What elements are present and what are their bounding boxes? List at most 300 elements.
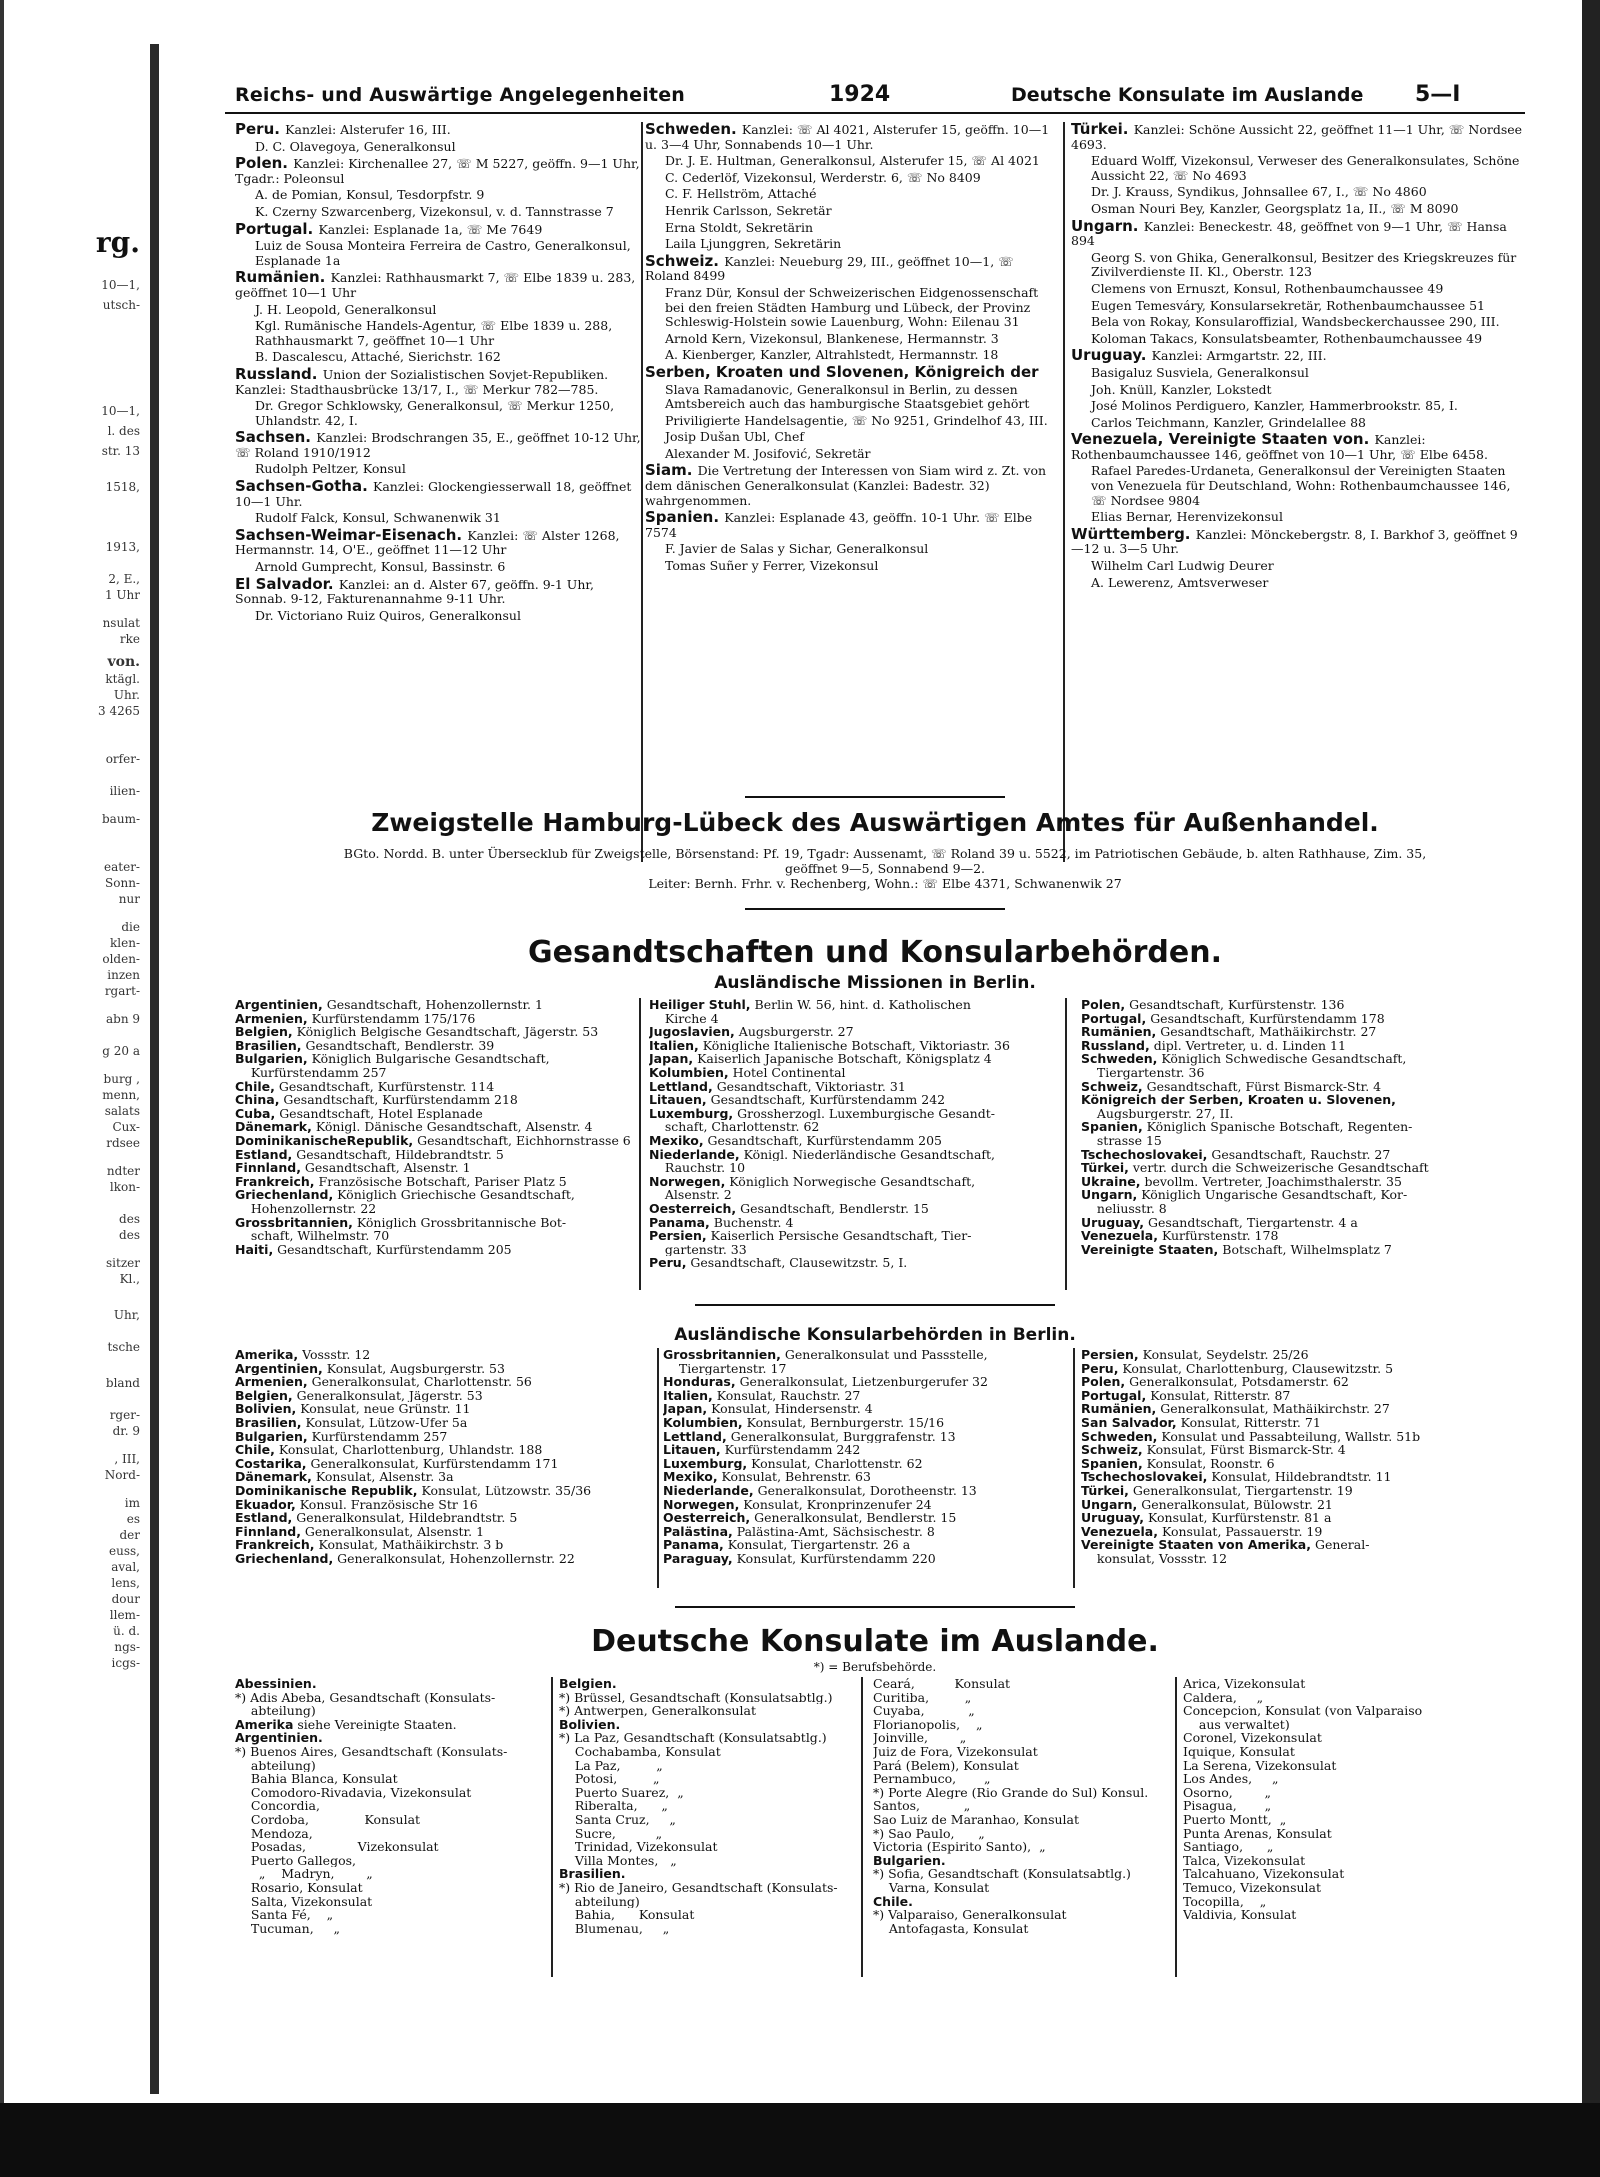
list-item [663, 1511, 1063, 1525]
left-page-text-fragment: salats [104, 1104, 140, 1118]
list-item [1081, 1243, 1525, 1257]
list-item-name: Amerika [235, 1717, 294, 1732]
left-page-text-fragment: menn, [102, 1088, 140, 1102]
list-item-address: Curitiba, „ [873, 1690, 972, 1705]
country-heading: Sachsen. [235, 428, 317, 447]
consulate-person [235, 399, 645, 428]
consulate-person [1071, 185, 1523, 200]
list-item-name: Polen, [1081, 998, 1126, 1012]
list-item-address: Konsulat, Charlottenburg, Uhlandstr. 188 [274, 1443, 543, 1457]
left-page-text-fragment: str. 13 [101, 444, 140, 458]
list-item [559, 1677, 849, 1691]
list-item [235, 1066, 633, 1080]
entry-text: Koloman Takacs, Konsulatsbeamter, Rothenbaumchaussee 49 [1091, 330, 1483, 346]
column-rule [1073, 1348, 1075, 1588]
list-item-name: Chile. [873, 1894, 913, 1909]
entry-text: Kanzlei: Esplanade 1a, ☏ Me 7649 [318, 221, 543, 237]
list-item [1081, 1093, 1525, 1107]
consulate-entry [645, 510, 1053, 540]
list-item-address: Konsulat, Lützowstr. 35/36 [417, 1483, 592, 1498]
left-page-text-fragment: klen- [110, 936, 140, 950]
list-item [873, 1881, 1173, 1895]
left-page-text-fragment: die [121, 920, 140, 934]
left-page-text-fragment: rke [119, 632, 140, 646]
consulate-column-2 [645, 122, 1053, 576]
entry-text: Josip Dušan Ubl, Chef [665, 429, 805, 445]
list-item-address: Juiz de Fora, Vizekonsulat [873, 1744, 1038, 1759]
list-item-address: Santa Cruz, „ [559, 1812, 676, 1827]
consulate-entry [235, 122, 645, 138]
list-item-address: Hohenzollernstr. 22 [235, 1201, 377, 1216]
list-item-name: Lettland, [649, 1079, 713, 1094]
list-item [235, 1025, 633, 1039]
list-item-address: gartenstr. 33 [649, 1242, 747, 1257]
list-item-address: *) Buenos Aires, Gesandtschaft (Konsulats- [235, 1744, 508, 1759]
consulate-person [645, 154, 1053, 169]
country-heading: Venezuela, Vereinigte Staaten von. [1071, 430, 1375, 449]
list-item [235, 1922, 555, 1936]
list-item-address: abteilung) [235, 1758, 316, 1773]
list-item-address: Tocopilla, „ [1183, 1894, 1267, 1909]
left-page-text-fragment: , III, [114, 1452, 140, 1466]
list-item-name: Palästina, [663, 1524, 733, 1539]
list-item-address: Gesandtschaft, Hohenzollernstr. 1 [322, 998, 543, 1012]
list-item-address: Pará (Belem), Konsulat [873, 1758, 1019, 1773]
list-item-address: Königlich Norwegische Gesandtschaft, [725, 1174, 976, 1189]
list-item [559, 1827, 849, 1841]
entry-text: Arnold Kern, Vizekonsul, Blankenese, Hermannstr. 3 [665, 330, 999, 346]
list-item-name: Kolumbien, [649, 1065, 729, 1080]
entry-text: Eugen Temesváry, Konsularsekretär, Rothenbaumchaussee 51 [1091, 297, 1485, 313]
list-item-name: Norwegen, [663, 1497, 740, 1512]
list-item-name: Jugoslavien, [649, 1025, 735, 1039]
list-item [873, 1840, 1173, 1854]
left-page-text-fragment: sitzer [106, 1256, 140, 1270]
list-item-name: Armenien, [235, 1011, 308, 1026]
left-page-text-fragment: Nord- [104, 1468, 140, 1482]
list-item-address: Konsulat, Charlottenburg, Clausewitzstr. 5 [1118, 1361, 1394, 1376]
list-item-name: Belgien, [235, 1025, 293, 1039]
consulate-person [645, 187, 1053, 202]
list-item-address: Valdivia, Konsulat [1183, 1908, 1297, 1922]
consulate-entry [235, 219, 645, 238]
list-item [1081, 1375, 1525, 1389]
list-item-name: Chile, [235, 1443, 275, 1457]
consulate-person [1071, 576, 1523, 591]
list-item-name: Finnland, [235, 1524, 301, 1539]
entry-text: Rudolph Peltzer, Konsul [255, 461, 406, 477]
left-page-text-fragment: l. des [107, 424, 140, 438]
list-item-name: Frankreich, [235, 1174, 315, 1189]
left-page-text-fragment: nsulat [102, 616, 140, 630]
list-item-address: Grossherzogl. Luxemburgische Gesandt- [733, 1106, 995, 1121]
list-item [235, 1484, 655, 1498]
list-item-address: Buchenstr. 4 [709, 1215, 794, 1230]
list-item [1081, 1025, 1525, 1039]
list-item-address: Konsulat, Behrenstr. 63 [717, 1470, 871, 1484]
entry-text: Kanzlei: Esplanade 43, geöffn. 10-1 Uhr. ☏ Elbe 7574 [645, 510, 1033, 540]
country-heading: Rumänien. [235, 268, 331, 287]
list-item [873, 1718, 1173, 1732]
list-item-address: Konsulat, Seydelstr. 25/26 [1138, 1348, 1309, 1362]
country-heading: Sachsen-Gotha. [235, 477, 374, 496]
consulate-person [645, 286, 1053, 330]
entry-text: Union der Sozialistischen Sovjet-Republiken. Kanzlei: Stadthausbrücke 13/17, I., ☏ Merkur 782—785. [235, 366, 609, 397]
header-year: 1924 [829, 82, 891, 107]
list-item [1081, 998, 1525, 1012]
list-item-address: Kurfürstendamm 175/176 [307, 1011, 476, 1026]
list-item-address: Konsulat, Kurfürstenstr. 81 a [1144, 1511, 1332, 1525]
list-item [235, 1470, 655, 1484]
consulate-person [235, 350, 645, 365]
entry-text: K. Czerny Szwarcenberg, Vizekonsul, v. d. Tannstrasse 7 [255, 203, 614, 219]
list-item-address: „ Madryn, „ [235, 1867, 373, 1881]
consulate-person [1071, 202, 1523, 217]
list-item [1081, 1012, 1525, 1026]
consulate-entry [235, 156, 645, 186]
consulate-entry [235, 364, 645, 397]
list-item-address: Gesandtschaft, Kurfürstenstr. 136 [1125, 998, 1345, 1012]
list-item-name: Bolivien. [559, 1717, 621, 1732]
list-item-address: Sao Luiz de Maranhao, Konsulat [873, 1812, 1080, 1827]
consulate-person [235, 303, 645, 318]
list-item-address: Konsulat, Augsburgerstr. 53 [322, 1361, 505, 1376]
list-item-address: Königlich Spanische Botschaft, Regenten- [1142, 1120, 1413, 1134]
left-page-text-fragment: ndter [106, 1164, 140, 1178]
list-item-name: Argentinien. [235, 1731, 323, 1745]
list-item-name: Litauen, [649, 1093, 707, 1107]
entry-text: Kanzlei: Mönckebergstr. 8, I. Barkhof 3, geöffnet 9—12 u. 3—5 Uhr. [1071, 526, 1518, 557]
left-page-text-fragment: dour [111, 1592, 140, 1606]
header-right: Deutsche Konsulate im Auslande [1011, 84, 1364, 106]
list-item-address: Cochabamba, Konsulat [559, 1744, 721, 1759]
list-item-address: Generalkonsulat, Jägerstr. 53 [292, 1388, 483, 1403]
left-page-text-fragment: burg , [103, 1072, 140, 1086]
list-item [649, 1148, 1057, 1162]
list-item-address: Königlich Grossbritannische Bot- [352, 1215, 567, 1230]
list-item [235, 1362, 655, 1376]
consulate-person [1071, 154, 1523, 183]
list-item-address: Kaiserlich Japanische Botschaft, Königsplatz 4 [693, 1052, 992, 1066]
country-heading: Türkei. [1071, 120, 1134, 138]
list-item [559, 1786, 849, 1800]
entry-text: Elias Bernar, Herenvizekonsul [1091, 509, 1283, 525]
consulate-entry [645, 362, 1053, 381]
entry-text: A. de Pomian, Konsul, Tesdorpfstr. 9 [255, 187, 485, 203]
list-item-address: Französische Botschaft, Pariser Platz 5 [314, 1174, 567, 1189]
list-item [1081, 1389, 1525, 1403]
list-item [873, 1799, 1173, 1813]
list-item-address: Kirche 4 [649, 1011, 719, 1026]
list-item [235, 1052, 633, 1066]
list-item-name: Bulgarien, [235, 1429, 308, 1444]
list-item [649, 1134, 1057, 1148]
entry-text: Carlos Teichmann, Kanzler, Grindelallee 88 [1091, 414, 1366, 430]
left-page-text-fragment: llem- [109, 1608, 140, 1622]
list-item [649, 1161, 1057, 1175]
list-item [1183, 1704, 1523, 1718]
list-item [235, 1718, 555, 1732]
entry-text: A. Kienberger, Kanzler, Altrahlstedt, Hermannstr. 18 [665, 347, 999, 363]
list-item-address: Generalkonsulat, Charlottenstr. 56 [307, 1375, 532, 1389]
column-rule [1175, 1677, 1177, 1977]
consulate-entry [1071, 122, 1523, 152]
list-item-address: La Serena, Vizekonsulat [1183, 1758, 1337, 1773]
list-item [1081, 1430, 1525, 1444]
left-page-text-fragment: nur [118, 892, 140, 906]
list-item-address: Generalkonsulat, Hohenzollernstr. 22 [333, 1551, 575, 1566]
list-item [1081, 1470, 1525, 1484]
left-page-text-fragment: Uhr. [113, 688, 140, 702]
consulate-person [1071, 315, 1523, 330]
list-item-address: Konsul. Französische Str 16 [295, 1497, 478, 1512]
list-item-address: Sucre, „ [559, 1826, 663, 1841]
left-page-text-fragment: g 20 a [102, 1044, 140, 1058]
country-heading: Uruguay. [1071, 346, 1152, 365]
consulate-person [235, 560, 645, 575]
entry-text: Kanzlei: Schöne Aussicht 22, geöffnet 11—1 Uhr, ☏ Nordsee 4693. [1071, 122, 1523, 152]
list-item-name: Spanien, [1081, 1456, 1143, 1471]
list-item [1183, 1840, 1523, 1854]
list-item-address: Konsulat, Mathäikirchstr. 3 b [314, 1538, 504, 1552]
entry-text: Kanzlei: Rothenbaumchaussee 146, geöffnet von 10—1 Uhr, ☏ Elbe 6458. [1071, 432, 1488, 462]
list-item [1183, 1895, 1523, 1909]
entry-text: José Molinos Perdiguero, Kanzler, Hammerbrookstr. 85, I. [1091, 398, 1458, 414]
deutsche-konsulate-column-4 [1183, 1677, 1523, 1922]
entry-text: Bela von Rokay, Konsularoffizial, Wandsbeckerchaussee 290, III. [1091, 314, 1500, 330]
list-item-address: *) Sofia, Gesandtschaft (Konsulatsabtlg.) [873, 1867, 1131, 1881]
list-item-address: Generalkonsulat, Lietzenburgerufer 32 [735, 1375, 988, 1389]
consulate-person [645, 542, 1053, 557]
list-item-name: Italien, [649, 1038, 699, 1053]
list-item [559, 1691, 849, 1705]
list-item [649, 1039, 1057, 1053]
list-item [663, 1362, 1063, 1376]
list-item [559, 1854, 849, 1868]
left-page-text-fragment: es [126, 1512, 140, 1526]
konsular-column-3 [1081, 1348, 1525, 1566]
entry-text: Kanzlei: ☏ Alster 1268, Hermannstr. 14, O'E., geöffnet 11—12 Uhr [235, 527, 620, 558]
list-item [235, 1202, 633, 1216]
entry-text: Dr. J. E. Hultman, Generalkonsul, Alsterufer 15, ☏ Al 4021 [665, 153, 1040, 169]
list-item-name: Niederlande, [663, 1483, 754, 1498]
list-item [1183, 1691, 1523, 1705]
list-item-address: Kurfürstenstr. 178 [1157, 1229, 1279, 1243]
list-item [559, 1772, 849, 1786]
list-item-address: Caldera, „ [1183, 1690, 1264, 1705]
list-item-name: Rumänien, [1081, 1402, 1157, 1416]
list-item [559, 1759, 849, 1773]
entry-text: Kanzlei: Neueburg 29, III., geöffnet 10—1, ☏ Roland 8499 [645, 253, 1014, 284]
list-item [1183, 1827, 1523, 1841]
entry-text: Luiz de Sousa Monteira Ferreira de Castro, Generalkonsul, Esplanade 1a [255, 238, 631, 268]
list-item [235, 1443, 655, 1457]
list-item-address: dipl. Vertreter, u. d. Linden 11 [1149, 1038, 1346, 1053]
list-item-address: Concordia, [235, 1799, 320, 1813]
list-item [873, 1786, 1173, 1800]
list-item [649, 1120, 1057, 1134]
list-item-name: Schweiz, [1081, 1079, 1143, 1094]
left-page-text-fragment: olden- [102, 952, 140, 966]
list-item [663, 1443, 1063, 1457]
list-item-name: Venezuela, [1081, 1524, 1158, 1539]
list-item-address: *) Sao Paulo, „ [873, 1826, 985, 1841]
country-heading: Spanien. [645, 508, 725, 527]
list-item-name: Dänemark, [235, 1120, 312, 1134]
list-item-name: Brasilien, [235, 1038, 302, 1053]
list-item-address: Konsulat, Roonstr. 6 [1142, 1456, 1275, 1471]
list-item-address: Kaiserlich Persische Gesandtschaft, Tier- [706, 1229, 972, 1243]
list-item-address: Augsburgerstr. 27 [734, 1025, 854, 1039]
consulate-person [645, 447, 1053, 462]
left-page-text-fragment: lkon- [109, 1180, 140, 1194]
list-item-address: Generalkonsulat, Bendlerstr. 15 [750, 1511, 957, 1525]
list-item-name: Brasilien. [559, 1867, 626, 1881]
list-item [235, 1243, 633, 1257]
list-item [663, 1375, 1063, 1389]
list-item-name: Luxemburg, [663, 1456, 748, 1471]
country-heading: Russland. [235, 364, 323, 383]
list-item-address: *) Porte Alegre (Rio Grande do Sul) Konsul. [873, 1785, 1149, 1800]
list-item [873, 1854, 1173, 1868]
list-item-name: Schweden, [1081, 1429, 1158, 1444]
list-item [235, 1348, 655, 1362]
list-item [559, 1731, 849, 1745]
list-item-name: Brasilien, [235, 1415, 302, 1430]
consulate-person [235, 205, 645, 220]
list-item [235, 1148, 633, 1162]
entry-text: Dr. Gregor Schklowsky, Generalkonsul, ☏ Merkur 1250, Uhlandstr. 42, I. [255, 398, 615, 428]
left-page-text-fragment: eater- [104, 860, 140, 874]
list-item-name: Oesterreich, [663, 1511, 751, 1525]
list-item-address: *) Rio de Janeiro, Gesandtschaft (Konsulats- [559, 1880, 838, 1895]
zweigstelle-title: Zweigstelle Hamburg-Lübeck des Auswärtigen Amtes für Außenhandel. [371, 808, 1379, 837]
list-item-name: Lettland, [663, 1429, 727, 1444]
list-item-name: Vereinigte Staaten von Amerika, [1081, 1538, 1311, 1552]
list-item-address: Santos, „ [873, 1799, 971, 1813]
consulate-entry [1071, 348, 1523, 364]
list-item-address: Rosario, Konsulat [235, 1880, 363, 1895]
scan-bottom-edge [0, 2103, 1600, 2177]
list-item-address: Generalkonsulat und Passstelle, [780, 1348, 988, 1362]
list-item-address: Antofagasta, Konsulat [873, 1921, 1029, 1936]
list-item [873, 1731, 1173, 1745]
entry-text: Kanzlei: Beneckestr. 48, geöffnet von 9—1 Uhr, ☏ Hansa 894 [1071, 218, 1507, 249]
list-item-address: Pernambuco, „ [873, 1772, 991, 1786]
left-page-text-fragment: 1 Uhr [104, 588, 140, 602]
list-item [235, 1457, 655, 1471]
list-item-address: Kurfürstendamm 242 [720, 1443, 861, 1457]
list-item-address: Gesandtschaft, Bendlerstr. 15 [736, 1201, 929, 1216]
left-page-text-fragment: ü. d. [113, 1624, 140, 1638]
list-item [559, 1813, 849, 1827]
list-item-address: *) La Paz, Gesandtschaft (Konsulatsabtlg.) [559, 1731, 827, 1745]
list-item [235, 1416, 655, 1430]
header-rule [225, 112, 1525, 114]
list-item-name: Haiti, [235, 1242, 274, 1257]
list-item-address: Gesandtschaft, Fürst Bismarck-Str. 4 [1142, 1079, 1382, 1094]
list-item [663, 1389, 1063, 1403]
list-item-name: Schweiz, [1081, 1443, 1143, 1457]
list-item-address: Königlich Bulgarische Gesandtschaft, [307, 1052, 550, 1066]
list-item [235, 1498, 655, 1512]
list-item [873, 1691, 1173, 1705]
list-item [873, 1908, 1173, 1922]
list-item [649, 1080, 1057, 1094]
list-item [1183, 1745, 1523, 1759]
list-item-address: Bahia, Konsulat [559, 1908, 695, 1922]
list-item-name: Ungarn, [1081, 1497, 1138, 1512]
entry-text: Die Vertretung der Interessen von Siam wird z. Zt. von dem dänischen Generalkonsulat (Kanzlei: Badestr. 32) wahrgenommen. [645, 463, 1047, 508]
left-page-text-fragment: der [119, 1528, 140, 1542]
list-item-address: Puerto Gallegos, [235, 1853, 356, 1868]
list-item [649, 1216, 1057, 1230]
list-item [1183, 1759, 1523, 1773]
consulate-person [645, 348, 1053, 363]
list-item-address: Iquique, Konsulat [1183, 1744, 1295, 1759]
list-item [1081, 1348, 1525, 1362]
left-page-text-fragment: Uhr, [113, 1308, 140, 1322]
deutsche-konsulate-column-3 [873, 1677, 1173, 1935]
entry-text: Alexander M. Josifović, Sekretär [665, 445, 871, 461]
list-item [873, 1772, 1173, 1786]
list-item [235, 1813, 555, 1827]
list-item [649, 1093, 1057, 1107]
left-page-text-fragment: 1913, [105, 540, 140, 554]
consulate-entry [235, 479, 645, 509]
list-item [235, 1704, 555, 1718]
consulate-person [645, 430, 1053, 445]
list-item-address: Generalkonsulat, Dorotheenstr. 13 [753, 1483, 977, 1498]
left-page-text-fragment: inzen [107, 968, 140, 982]
entry-text: Joh. Knüll, Kanzler, Lokstedt [1091, 381, 1272, 397]
list-item-name: Estland, [235, 1511, 293, 1525]
list-item-name: Uruguay, [1081, 1511, 1145, 1525]
list-item-address: Konsulat und Passabteilung, Wallstr. 51b [1157, 1429, 1421, 1444]
list-item [1183, 1718, 1523, 1732]
list-item-address: Bahia Blanca, Konsulat [235, 1772, 398, 1786]
list-item-name: Bolivien, [235, 1402, 297, 1416]
list-item [559, 1840, 849, 1854]
entry-text: Kgl. Rumänische Handels-Agentur, ☏ Elbe 1839 u. 288, Rathhausmarkt 7, geöffnet 10—1 Uhr [255, 318, 613, 348]
deutsche-konsulate-title: Deutsche Konsulate im Auslande. [591, 1624, 1159, 1659]
column-rule [1063, 122, 1065, 862]
country-heading: Schweiz. [645, 251, 725, 270]
list-item [663, 1498, 1063, 1512]
list-item [235, 1134, 633, 1148]
consulate-entry [1071, 432, 1523, 462]
list-item-name: DominikanischeRepublik, [235, 1133, 414, 1148]
entry-text: Kanzlei: ☏ Al 4021, Alsterufer 15, geöffn. 10—1 u. 3—4 Uhr, Sonnabends 10—1 Uhr. [645, 122, 1050, 152]
list-item-address: Victoria (Espirito Santo), „ [873, 1840, 1046, 1854]
consulate-person [645, 221, 1053, 236]
list-item [559, 1895, 849, 1909]
left-page-text-fragment: Kl., [119, 1272, 140, 1286]
list-item [649, 1243, 1057, 1257]
list-item [235, 1107, 633, 1121]
list-item-name: Dominikanische Republik, [235, 1483, 418, 1498]
entry-text: Franz Dür, Konsul der Schweizerischen Eidgenossenschaft bei den freien Städten Hamburg und Lübeck, der Provinz Schleswig-Holstein sowie Lauenburg, Wohn: Eilenau 31 [665, 284, 1039, 330]
list-item-address: Punta Arenas, Konsulat [1183, 1826, 1332, 1841]
list-item [235, 1402, 655, 1416]
list-item [235, 1012, 633, 1026]
consulate-entry [1071, 524, 1523, 557]
list-item [1081, 1484, 1525, 1498]
entry-text: Kanzlei: Glockengiesserwall 18, geöffnet 10—1 Uhr. [235, 479, 632, 509]
list-item-address: Konsulat, Hildebrandtstr. 11 [1207, 1470, 1392, 1484]
list-item [235, 1745, 555, 1759]
list-item-address: Tucuman, „ [235, 1921, 341, 1936]
